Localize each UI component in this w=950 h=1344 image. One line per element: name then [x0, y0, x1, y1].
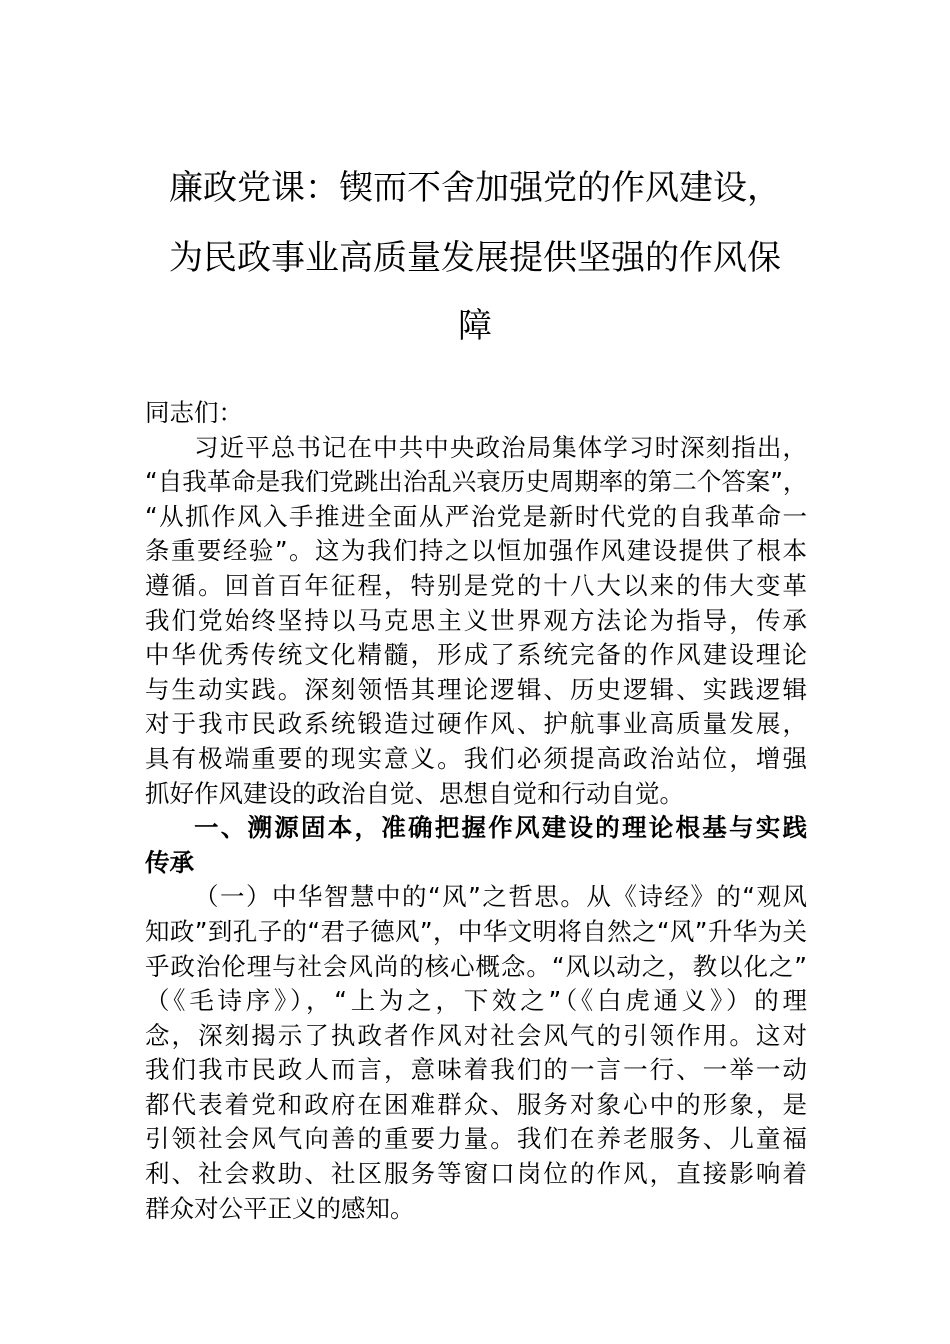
text-line: 条重要经验”。这为我们持之以恒加强作风建设提供了根本: [145, 536, 807, 566]
text-line: （《毛诗序》），“上为之，下效之”（《白虎通义》）的理: [145, 986, 807, 1016]
text-line: 与生动实践。深刻领悟其理论逻辑、历史逻辑、实践逻辑: [145, 674, 807, 704]
text-line: 念，深刻揭示了执政者作风对社会风气的引领作用。这对: [145, 1020, 807, 1050]
paragraph: [145, 431, 807, 812]
text-line: “从抓作风入手推进全面从严治党是新时代党的自我革命一: [145, 501, 807, 531]
text-line: 引领社会风气向善的重要力量。我们在养老服务、儿童福: [145, 1124, 807, 1154]
text-line: 我们党始终坚持以马克思主义世界观方法论为指导，传承: [145, 605, 807, 635]
text-line: 群众对公平正义的感知。: [145, 1193, 415, 1223]
text-line: 对于我市民政系统锻造过硬作风、护航事业高质量发展，: [145, 709, 807, 739]
text-line: 利、社会救助、社区服务等窗口岗位的作风，直接影响着: [145, 1159, 807, 1189]
document-body: [145, 396, 807, 1226]
text-line: 我们我市民政人而言，意味着我们的一言一行、一举一动: [145, 1055, 807, 1085]
title-line: 廉政党课：锲而不舍加强党的作风建设，: [169, 168, 781, 208]
text-line: 习近平总书记在中共中央政治局集体学习时深刻指出，: [194, 432, 807, 462]
text-line: （一）中华智慧中的“风”之哲思。从《诗经》的“观风: [194, 882, 807, 912]
paragraph: [145, 880, 807, 1226]
text-line: 知政”到孔子的“君子德风”，中华文明将自然之“风”升华为关: [145, 916, 807, 946]
greeting: 同志们：: [145, 398, 243, 427]
text-line: 一、溯源固本，准确把握作风建设的理论根基与实践: [194, 813, 807, 843]
text-line: 中华优秀传统文化精髓，形成了系统完备的作风建设理论: [145, 640, 807, 670]
title-line: 障: [458, 306, 492, 346]
text-line: 乎政治伦理与社会风尚的核心概念。“风以动之，教以化之”: [145, 951, 807, 981]
text-line: 遵循。回首百年征程，特别是党的十八大以来的伟大变革: [145, 570, 807, 600]
text-line: 都代表着党和政府在困难群众、服务对象心中的形象，是: [145, 1089, 807, 1119]
text-line: 具有极端重要的现实意义。我们必须提高政治站位，增强: [145, 743, 807, 773]
text-line: 传承: [145, 847, 194, 877]
text-line: “自我革命是我们党跳出治乱兴衰历史周期率的第二个答案”，: [145, 467, 808, 497]
section-heading: [145, 811, 807, 880]
text-line: 抓好作风建设的政治自觉、思想自觉和行动自觉。: [145, 778, 684, 808]
title-line: 为民政事业高质量发展提供坚强的作风保: [169, 238, 781, 278]
